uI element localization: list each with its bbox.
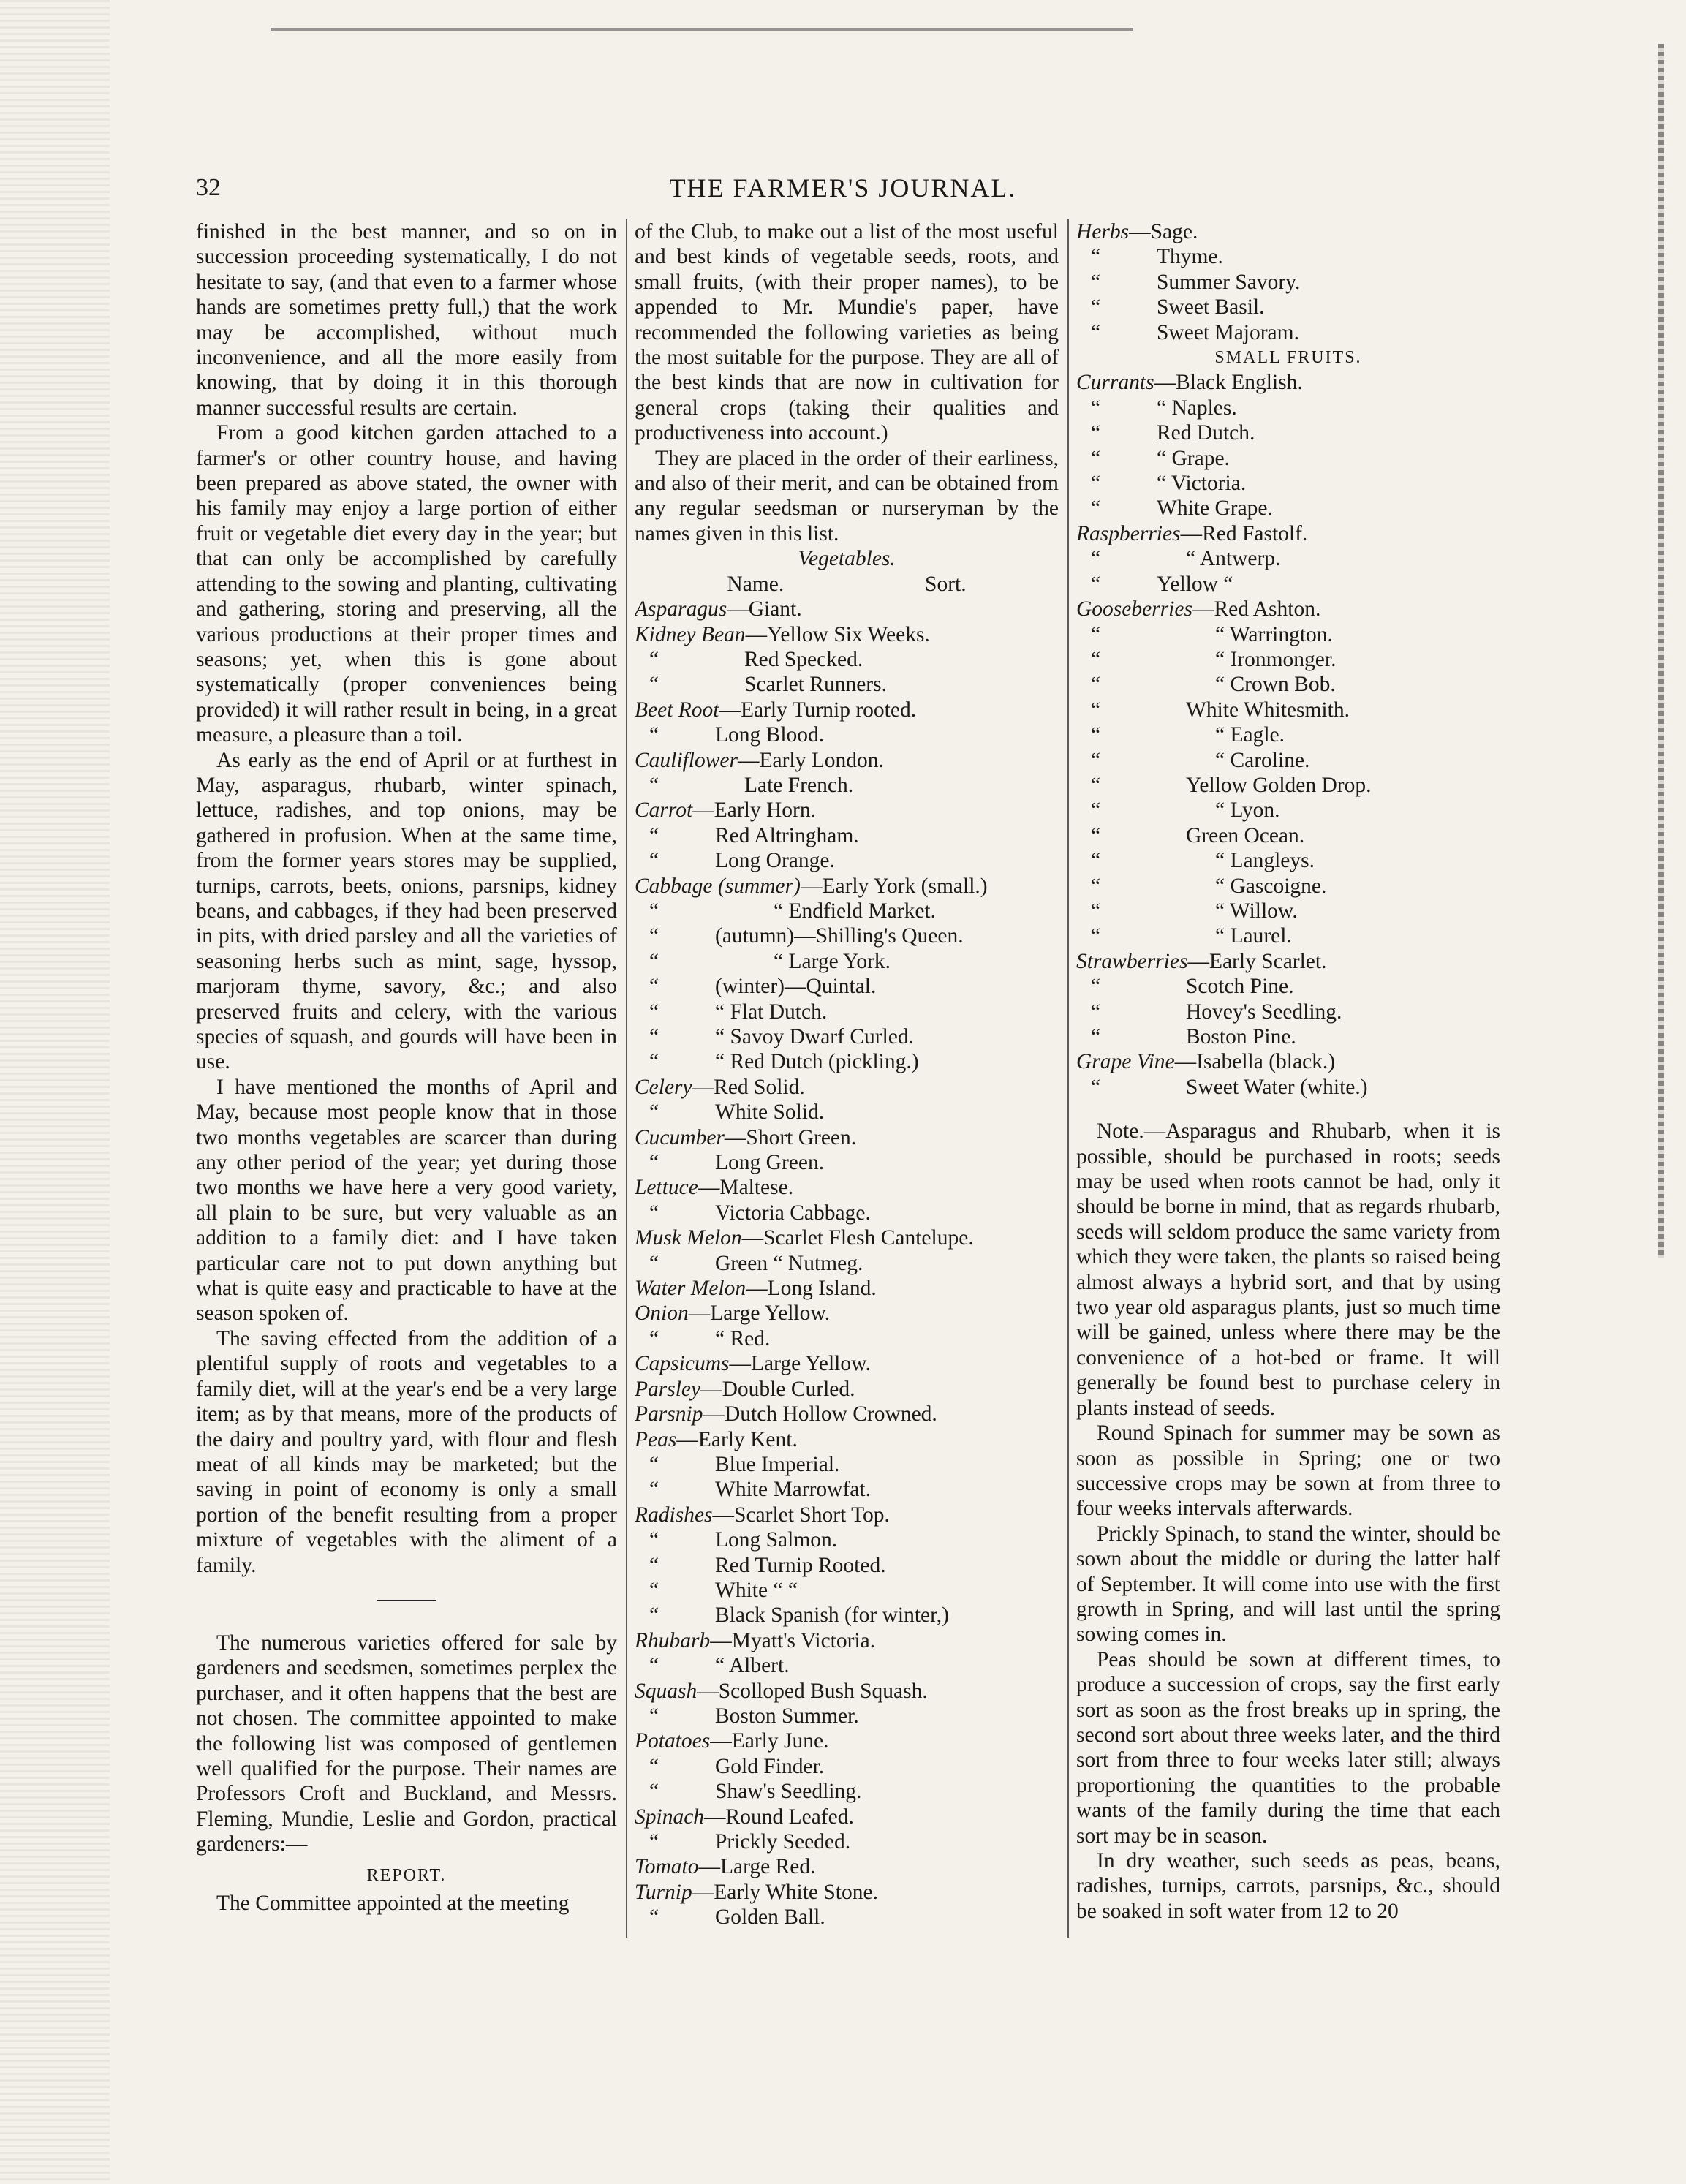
item-text: Scotch Pine. bbox=[1186, 975, 1294, 999]
column-1 bbox=[196, 219, 617, 1916]
ditto-mark: “ bbox=[649, 1780, 659, 1804]
item-text: White Grape. bbox=[1157, 496, 1273, 521]
item-text: —Scarlet Flesh Cantelupe. bbox=[741, 1226, 974, 1250]
ditto-mark: “ bbox=[649, 647, 659, 671]
item-text: “ Caroline. bbox=[1215, 748, 1310, 772]
ditto-mark: “ bbox=[649, 1100, 659, 1125]
item-text: (winter)—Quintal. bbox=[715, 975, 877, 999]
item-text: Thyme. bbox=[1157, 245, 1223, 269]
ditto-mark: “ bbox=[1091, 547, 1101, 571]
list-column-headers bbox=[635, 572, 1059, 597]
ditto-mark: “ bbox=[1091, 723, 1101, 747]
list-item bbox=[635, 722, 1059, 747]
ditto-mark: “ bbox=[649, 1326, 659, 1350]
item-name: Squash bbox=[635, 1679, 698, 1703]
paragraph: They are placed in the order of their earliness, and also of their merit, and can be obtained from any regular seedsman or nurseryman by the names given in this list. bbox=[635, 446, 1059, 545]
vegetables-heading: Vegetables. bbox=[798, 547, 896, 571]
list-item bbox=[635, 974, 1059, 999]
item-name: Raspberries bbox=[1076, 521, 1181, 545]
list-item bbox=[1076, 521, 1500, 546]
list-item bbox=[1076, 546, 1500, 571]
item-text: Late French. bbox=[744, 773, 854, 797]
column-rule-1 bbox=[626, 219, 627, 1938]
item-text: White Solid. bbox=[715, 1100, 825, 1125]
ditto-mark: “ bbox=[649, 849, 659, 873]
item-text: Green “ Nutmeg. bbox=[715, 1251, 863, 1275]
running-head: THE FARMER'S JOURNAL. bbox=[669, 173, 1017, 203]
ditto-mark: “ bbox=[649, 924, 659, 948]
list-item bbox=[635, 1125, 1059, 1150]
vegetable-list bbox=[635, 597, 1059, 1930]
list-item bbox=[1076, 823, 1500, 848]
item-text: “ Savoy Dwarf Curled. bbox=[715, 1025, 914, 1048]
paragraph: The Committee appointed at the meeting bbox=[216, 1892, 570, 1915]
list-item bbox=[635, 1603, 1059, 1628]
ditto-mark: “ bbox=[649, 773, 659, 797]
item-text: Yellow Golden Drop. bbox=[1186, 773, 1372, 797]
item-text: —Short Green. bbox=[724, 1125, 857, 1149]
item-text: “ Gascoigne. bbox=[1215, 874, 1327, 898]
item-text: —Maltese. bbox=[698, 1176, 794, 1200]
item-text: “ Lyon. bbox=[1215, 798, 1280, 823]
item-text: —Red Solid. bbox=[692, 1075, 805, 1099]
list-item bbox=[635, 1351, 1059, 1376]
item-text: Hovey's Seedling. bbox=[1186, 1000, 1342, 1024]
list-item bbox=[1076, 597, 1500, 621]
list-item bbox=[635, 1578, 1059, 1603]
item-text: Summer Savory. bbox=[1157, 270, 1301, 294]
list-item bbox=[1076, 672, 1500, 697]
list-item bbox=[635, 1854, 1059, 1879]
item-text: “ Warrington. bbox=[1215, 622, 1333, 646]
item-text: —Scarlet Short Top. bbox=[712, 1503, 890, 1527]
ditto-mark: “ bbox=[1091, 773, 1101, 797]
list-item bbox=[635, 1049, 1059, 1074]
header-name: Name. bbox=[727, 572, 785, 596]
list-item bbox=[635, 1175, 1059, 1200]
item-text: Long Green. bbox=[715, 1151, 825, 1175]
list-item bbox=[635, 1402, 1059, 1427]
list-item bbox=[1076, 748, 1500, 773]
item-name: Lettuce bbox=[635, 1176, 698, 1200]
item-name: Peas bbox=[635, 1427, 677, 1451]
paragraph: The numerous varieties offered for sale by gardeners and seedsmen, sometimes perplex the purchaser, and it often happens that the best are not chosen. The committee appointed to make the following list was composed of gentlemen well qualified for the purpose. Their names are Professors Croft and Buckland, and Messrs. Fleming, Mundie, Leslie and Gordon, practical gardeners:— bbox=[196, 1631, 617, 1856]
header-sort: Sort. bbox=[925, 572, 967, 596]
item-name: Currants bbox=[1076, 371, 1154, 395]
item-text: Boston Pine. bbox=[1186, 1025, 1296, 1048]
item-text: “ Willow. bbox=[1215, 899, 1298, 923]
item-text: Golden Ball. bbox=[715, 1905, 825, 1930]
column-rule-2 bbox=[1067, 219, 1069, 1938]
ditto-mark: “ bbox=[649, 1452, 659, 1476]
list-item bbox=[635, 1527, 1059, 1552]
ditto-mark: “ bbox=[1091, 874, 1101, 898]
item-text: —Early Kent. bbox=[676, 1427, 798, 1451]
item-name: Onion bbox=[635, 1301, 689, 1326]
paragraph: Round Spinach for summer may be sown as soon as possible in Spring; one or two successive crops may be sown at from three to four weeks intervals afterwards. bbox=[1076, 1421, 1500, 1521]
item-text: “ Red Dutch (pickling.) bbox=[715, 1050, 919, 1074]
item-text: —Early Turnip rooted. bbox=[719, 698, 917, 722]
list-item bbox=[635, 1075, 1059, 1100]
item-name: Parsnip bbox=[635, 1402, 703, 1427]
list-item bbox=[635, 848, 1059, 873]
ditto-mark: “ bbox=[1091, 823, 1101, 847]
list-item bbox=[635, 1301, 1059, 1326]
list-item bbox=[635, 1880, 1059, 1905]
ditto-mark: “ bbox=[1091, 698, 1101, 722]
item-name: Asparagus bbox=[635, 597, 727, 621]
item-text: “ Laurel. bbox=[1215, 924, 1292, 948]
list-item bbox=[1076, 798, 1500, 823]
item-text: White “ “ bbox=[715, 1578, 798, 1602]
list-item bbox=[1076, 1075, 1500, 1100]
ditto-mark: “ bbox=[1091, 496, 1101, 521]
list-item bbox=[1076, 647, 1500, 672]
list-item bbox=[635, 1427, 1059, 1452]
ditto-mark: “ bbox=[649, 975, 659, 999]
ditto-mark: “ bbox=[649, 823, 659, 847]
item-text: —Double Curled. bbox=[700, 1377, 855, 1401]
item-text: Red Turnip Rooted. bbox=[715, 1553, 886, 1577]
list-item bbox=[635, 597, 1059, 621]
page-number: 32 bbox=[196, 174, 221, 201]
ditto-mark: “ bbox=[649, 1000, 659, 1024]
ditto-mark: “ bbox=[1091, 849, 1101, 873]
list-item bbox=[635, 1377, 1059, 1402]
ditto-mark: “ bbox=[1091, 1075, 1101, 1099]
item-text: —Red Fastolf. bbox=[1180, 521, 1308, 545]
section-divider bbox=[377, 1600, 436, 1601]
ditto-mark: “ bbox=[649, 1151, 659, 1175]
top-rule bbox=[271, 28, 1133, 31]
item-name: Cabbage (summer) bbox=[635, 874, 801, 898]
item-text: Long Orange. bbox=[715, 849, 835, 873]
ditto-mark: “ bbox=[1091, 622, 1101, 646]
list-item bbox=[635, 672, 1059, 697]
ditto-mark: “ bbox=[1091, 673, 1101, 697]
paragraph: Prickly Spinach, to stand the winter, should be sown about the middle or during the latter half of September. It will come into use with the first growth in Spring, and will last until the spring sowing comes in. bbox=[1076, 1522, 1500, 1647]
item-text: Shaw's Seedling. bbox=[715, 1780, 862, 1804]
item-text: —Early York (small.) bbox=[800, 874, 988, 898]
item-text: Prickly Seeded. bbox=[715, 1830, 851, 1854]
item-text: “ Antwerp. bbox=[1186, 547, 1281, 571]
item-text: Black Spanish (for winter,) bbox=[715, 1603, 949, 1628]
ditto-mark: “ bbox=[649, 899, 659, 923]
list-item bbox=[1076, 420, 1500, 445]
item-text: “ Large York. bbox=[774, 949, 891, 973]
list-item bbox=[635, 773, 1059, 798]
paragraph: Peas should be sown at different times, to produce a succession of crops, say the first early sort as soon as the frost breaks up in spring, the second sort about three weeks later, and the third sort from three to four weeks later still; always proportioning the quantities to the probable wants of the family during the time that each sort may be in season. bbox=[1076, 1647, 1500, 1848]
list-item bbox=[1076, 295, 1500, 320]
item-text: —Early Scarlet. bbox=[1187, 949, 1327, 973]
list-item bbox=[635, 1754, 1059, 1779]
paragraph: of the Club, to make out a list of the most useful and best kinds of vegetable seeds, roots, and small fruits, (with their proper names), to be appended to Mr. Mundie's paper, have recommended the following varieties as being the most suitable for the purpose. They are all of the best kinds that are now in cultivation for general crops (taking their qualities and productiveness into account.) bbox=[635, 220, 1059, 445]
list-item bbox=[1076, 219, 1500, 244]
item-text: Green Ocean. bbox=[1186, 823, 1305, 847]
list-item bbox=[635, 1024, 1059, 1049]
ditto-mark: “ bbox=[649, 1251, 659, 1275]
item-name: Cucumber bbox=[635, 1125, 725, 1149]
ditto-mark: “ bbox=[649, 1025, 659, 1048]
list-item bbox=[635, 1905, 1059, 1930]
item-text: —Myatt's Victoria. bbox=[710, 1628, 876, 1652]
item-text: “ Crown Bob. bbox=[1215, 673, 1336, 697]
ditto-mark: “ bbox=[1091, 899, 1101, 923]
list-item bbox=[1076, 1024, 1500, 1049]
item-name: Kidney Bean bbox=[635, 622, 746, 646]
item-text: —Red Ashton. bbox=[1192, 597, 1321, 621]
ditto-mark: “ bbox=[649, 1754, 659, 1778]
scan-edge-noise bbox=[0, 0, 110, 2184]
item-text: Sweet Majoram. bbox=[1157, 320, 1299, 344]
item-name: Potatoes bbox=[635, 1729, 711, 1753]
ditto-mark: “ bbox=[1091, 396, 1101, 420]
list-item bbox=[635, 1553, 1059, 1578]
list-item bbox=[635, 622, 1059, 647]
item-name: Rhubarb bbox=[635, 1628, 711, 1652]
item-text: Victoria Cabbage. bbox=[715, 1201, 871, 1225]
item-text: —Long Island. bbox=[746, 1277, 877, 1301]
ditto-mark: “ bbox=[1091, 320, 1101, 344]
ditto-mark: “ bbox=[1091, 472, 1101, 496]
paragraph: The saving effected from the addition of a plentiful supply of roots and vegetables to a family diet, will at the year's end be a very large item; as by that means, more of the products of the dairy and poultry yard, with flour and flesh meat of all kinds may be marketed; but the saving in point of economy is only a small portion of the benefit resulting from a proper mixture of vegetables with the aliment of a family. bbox=[196, 1326, 617, 1577]
ditto-mark: “ bbox=[649, 1478, 659, 1502]
item-text: (autumn)—Shilling's Queen. bbox=[715, 924, 964, 948]
paragraph: finished in the best manner, and so on in succession proceeding systematically, I do not hesitate to say, (and that even to a farmer whose hands are sometimes pretty full,) that the work may be accomplished, without much inconvenience, and all the more easily from knowing, that by doing it in this thorough manner successful results are certain. bbox=[196, 220, 617, 420]
ditto-mark: “ bbox=[1091, 295, 1101, 320]
item-text: “ Victoria. bbox=[1157, 472, 1247, 496]
list-item bbox=[1076, 974, 1500, 999]
item-text: Gold Finder. bbox=[715, 1754, 825, 1778]
list-item bbox=[635, 1779, 1059, 1804]
item-text: Blue Imperial. bbox=[715, 1452, 840, 1476]
list-item bbox=[1076, 622, 1500, 647]
note-paragraph: Note.—Asparagus and Rhubarb, when it is possible, should be purchased in roots; seeds may be used when roots cannot be had, only it should be borne in mind, that as regards rhubarb, seeds will seldom produce the same variety from which they were taken, the plants so raised being almost always a hybrid sort, and that by using two year old asparagus plants, just so much time will be gained, unless where there may be the convenience of a hot-bed or frame. It will generally be found best to purchase celery in plants instead of seeds. bbox=[1076, 1119, 1500, 1420]
item-text: “ Ironmonger. bbox=[1215, 647, 1337, 671]
list-item bbox=[635, 823, 1059, 848]
list-item bbox=[635, 1503, 1059, 1527]
list-item bbox=[635, 1225, 1059, 1250]
ditto-mark: “ bbox=[649, 673, 659, 697]
ditto-mark: “ bbox=[1091, 975, 1101, 999]
list-item bbox=[635, 1000, 1059, 1024]
list-item bbox=[1076, 270, 1500, 295]
item-name: Water Melon bbox=[635, 1277, 746, 1301]
herb-list bbox=[1076, 219, 1500, 345]
item-text: —Early London. bbox=[737, 748, 884, 772]
item-text: —Large Yellow. bbox=[688, 1301, 831, 1326]
ditto-mark: “ bbox=[649, 1654, 659, 1678]
list-item bbox=[1076, 370, 1500, 395]
list-item bbox=[635, 748, 1059, 773]
item-text: —Large Red. bbox=[698, 1855, 816, 1879]
item-text: “ Eagle. bbox=[1215, 723, 1285, 747]
list-item bbox=[1076, 899, 1500, 923]
list-item bbox=[635, 923, 1059, 948]
list-item bbox=[635, 1452, 1059, 1477]
item-text: “ Grape. bbox=[1157, 446, 1230, 470]
list-item bbox=[1076, 773, 1500, 798]
list-item bbox=[635, 1326, 1059, 1351]
item-text: —Scolloped Bush Squash. bbox=[697, 1679, 928, 1703]
list-item bbox=[635, 1100, 1059, 1125]
scan-right-edge bbox=[1658, 44, 1664, 1258]
item-text: “ Langleys. bbox=[1215, 849, 1315, 873]
ditto-mark: “ bbox=[649, 1578, 659, 1602]
list-item bbox=[635, 647, 1059, 672]
ditto-mark: “ bbox=[1091, 1025, 1101, 1048]
item-text: Long Salmon. bbox=[715, 1528, 838, 1552]
item-text: —Large Yellow. bbox=[729, 1352, 871, 1376]
list-item bbox=[635, 1201, 1059, 1225]
ditto-mark: “ bbox=[1091, 647, 1101, 671]
list-item bbox=[1076, 848, 1500, 873]
list-item bbox=[635, 874, 1059, 899]
item-text: “ Naples. bbox=[1157, 396, 1237, 420]
ditto-mark: “ bbox=[1091, 421, 1101, 445]
ditto-mark: “ bbox=[1091, 270, 1101, 294]
ditto-mark: “ bbox=[649, 1905, 659, 1930]
item-text: —Isabella (black.) bbox=[1174, 1050, 1336, 1074]
ditto-mark: “ bbox=[649, 1603, 659, 1628]
ditto-mark: “ bbox=[649, 1830, 659, 1854]
paragraph: In dry weather, such seeds as peas, beans, radishes, turnips, carrots, parsnips, &c., should be soaked in soft water from 12 to 20 bbox=[1076, 1849, 1500, 1923]
item-text: —Early June. bbox=[710, 1729, 829, 1753]
list-item bbox=[1076, 1049, 1500, 1074]
list-item bbox=[635, 1728, 1059, 1753]
item-text: Sweet Basil. bbox=[1157, 295, 1265, 320]
item-name: Parsley bbox=[635, 1377, 701, 1401]
item-name: Musk Melon bbox=[635, 1226, 742, 1250]
list-item bbox=[1076, 496, 1500, 521]
list-item bbox=[1076, 722, 1500, 747]
item-name: Spinach bbox=[635, 1805, 705, 1829]
list-item bbox=[1076, 874, 1500, 899]
ditto-mark: “ bbox=[1091, 446, 1101, 470]
list-item bbox=[635, 1679, 1059, 1704]
item-text: White Marrowfat. bbox=[715, 1478, 871, 1502]
item-text: —Dutch Hollow Crowned. bbox=[703, 1402, 937, 1427]
item-name: Radishes bbox=[635, 1503, 713, 1527]
item-name: Grape Vine bbox=[1076, 1050, 1175, 1074]
item-text: White Whitesmith. bbox=[1186, 698, 1350, 722]
item-name: Strawberries bbox=[1076, 949, 1188, 973]
item-text: Red Specked. bbox=[744, 647, 863, 671]
list-item bbox=[635, 1150, 1059, 1175]
item-text: Red Altringham. bbox=[715, 823, 859, 847]
ditto-mark: “ bbox=[1091, 748, 1101, 772]
item-text: “ Albert. bbox=[715, 1654, 790, 1678]
item-text: Scarlet Runners. bbox=[744, 673, 887, 697]
item-text: Yellow “ bbox=[1157, 572, 1233, 596]
small-fruits-heading: SMALL FRUITS. bbox=[1214, 348, 1362, 368]
ditto-mark: “ bbox=[649, 1528, 659, 1552]
list-item bbox=[635, 798, 1059, 823]
paragraph: I have mentioned the months of April and May, because most people know that in those two months vegetables are scarcer than during any other period of the year; yet during those two months we have here a very good variety, all plain to be sure, but very valuable as an addition to a family diet: and I have taken particular care not to put down anything but what is quite easy and practicable to have at the season spoken of. bbox=[196, 1075, 617, 1326]
item-text: —Yellow Six Weeks. bbox=[745, 622, 930, 646]
list-item bbox=[1076, 320, 1500, 345]
item-text: —Early Horn. bbox=[692, 798, 817, 823]
ditto-mark: “ bbox=[1091, 1000, 1101, 1024]
ditto-mark: “ bbox=[1091, 245, 1101, 269]
item-text: Sweet Water (white.) bbox=[1186, 1075, 1368, 1099]
item-name: Cauliflower bbox=[635, 748, 738, 772]
list-item bbox=[1076, 698, 1500, 722]
item-text: Boston Summer. bbox=[715, 1704, 859, 1728]
list-item bbox=[1076, 949, 1500, 974]
ditto-mark: “ bbox=[649, 1050, 659, 1074]
list-item bbox=[1076, 244, 1500, 269]
ditto-mark: “ bbox=[1091, 798, 1101, 823]
item-name: Herbs bbox=[1076, 220, 1130, 243]
item-text: Red Dutch. bbox=[1157, 421, 1255, 445]
list-item bbox=[635, 1628, 1059, 1653]
item-name: Capsicums bbox=[635, 1352, 730, 1376]
list-item bbox=[1076, 923, 1500, 948]
item-name: Tomato bbox=[635, 1855, 699, 1879]
list-item bbox=[635, 1829, 1059, 1854]
list-item bbox=[635, 1805, 1059, 1829]
list-item bbox=[1076, 572, 1500, 597]
item-name: Celery bbox=[635, 1075, 692, 1099]
column-3 bbox=[1076, 219, 1500, 1924]
list-item bbox=[1076, 471, 1500, 496]
column-2 bbox=[635, 219, 1059, 1930]
list-item bbox=[1076, 396, 1500, 420]
item-text: —Giant. bbox=[727, 597, 802, 621]
list-item bbox=[635, 698, 1059, 722]
item-text: “ Flat Dutch. bbox=[715, 1000, 828, 1024]
ditto-mark: “ bbox=[1091, 572, 1101, 596]
item-text: —Early White Stone. bbox=[692, 1880, 878, 1904]
ditto-mark: “ bbox=[649, 723, 659, 747]
list-item bbox=[635, 1653, 1059, 1678]
list-item bbox=[1076, 1000, 1500, 1024]
list-item bbox=[635, 1477, 1059, 1502]
list-item bbox=[635, 1704, 1059, 1728]
paragraph: As early as the end of April or at furthest in May, asparagus, rhubarb, winter spinach, lettuce, radishes, and top onions, may be gathered in profusion. When at the same time, from the former years stores may be supplied, turnips, carrots, beets, onions, parsnips, kidney beans, and cabbages, if they had been preserved in pits, with dried parsley and all the varieties of seasoning herbs such as mint, sage, hyssop, marjoram thyme, savory, &c.; and also preserved fruits and celery, with the various species of squash, and gourds will have been in use. bbox=[196, 748, 617, 1074]
item-text: “ Red. bbox=[715, 1326, 771, 1350]
fruit-list bbox=[1076, 370, 1500, 1100]
list-item bbox=[635, 899, 1059, 923]
list-item bbox=[1076, 446, 1500, 471]
item-text: —Round Leafed. bbox=[704, 1805, 854, 1829]
ditto-mark: “ bbox=[649, 949, 659, 973]
item-text: —Sage. bbox=[1129, 220, 1198, 243]
item-name: Gooseberries bbox=[1076, 597, 1192, 621]
report-heading: REPORT. bbox=[366, 1865, 447, 1885]
item-name: Turnip bbox=[635, 1880, 692, 1904]
ditto-mark: “ bbox=[649, 1201, 659, 1225]
list-item bbox=[635, 1276, 1059, 1301]
item-name: Carrot bbox=[635, 798, 693, 823]
list-item bbox=[635, 1251, 1059, 1276]
paragraph: From a good kitchen garden attached to a farmer's or other country house, and having been prepared as above stated, the owner with his family may enjoy a large portion of either fruit or vegetable diet every day in the year; but that can only be accomplished by carefully attending to the sowing and planting, cultivating and gathering, storing and preserving, all the various productions at their proper times and seasons; yet, when this is gone about systematically (proper conveniences being provided) it will rather result in being, in a great measure, a pleasure than a toil. bbox=[196, 421, 617, 747]
list-item bbox=[635, 949, 1059, 974]
item-text: —Black English. bbox=[1154, 371, 1303, 395]
ditto-mark: “ bbox=[649, 1553, 659, 1577]
item-name: Beet Root bbox=[635, 698, 719, 722]
ditto-mark: “ bbox=[1091, 924, 1101, 948]
item-text: “ Endfield Market. bbox=[774, 899, 936, 923]
item-text: Long Blood. bbox=[715, 723, 825, 747]
ditto-mark: “ bbox=[649, 1704, 659, 1728]
